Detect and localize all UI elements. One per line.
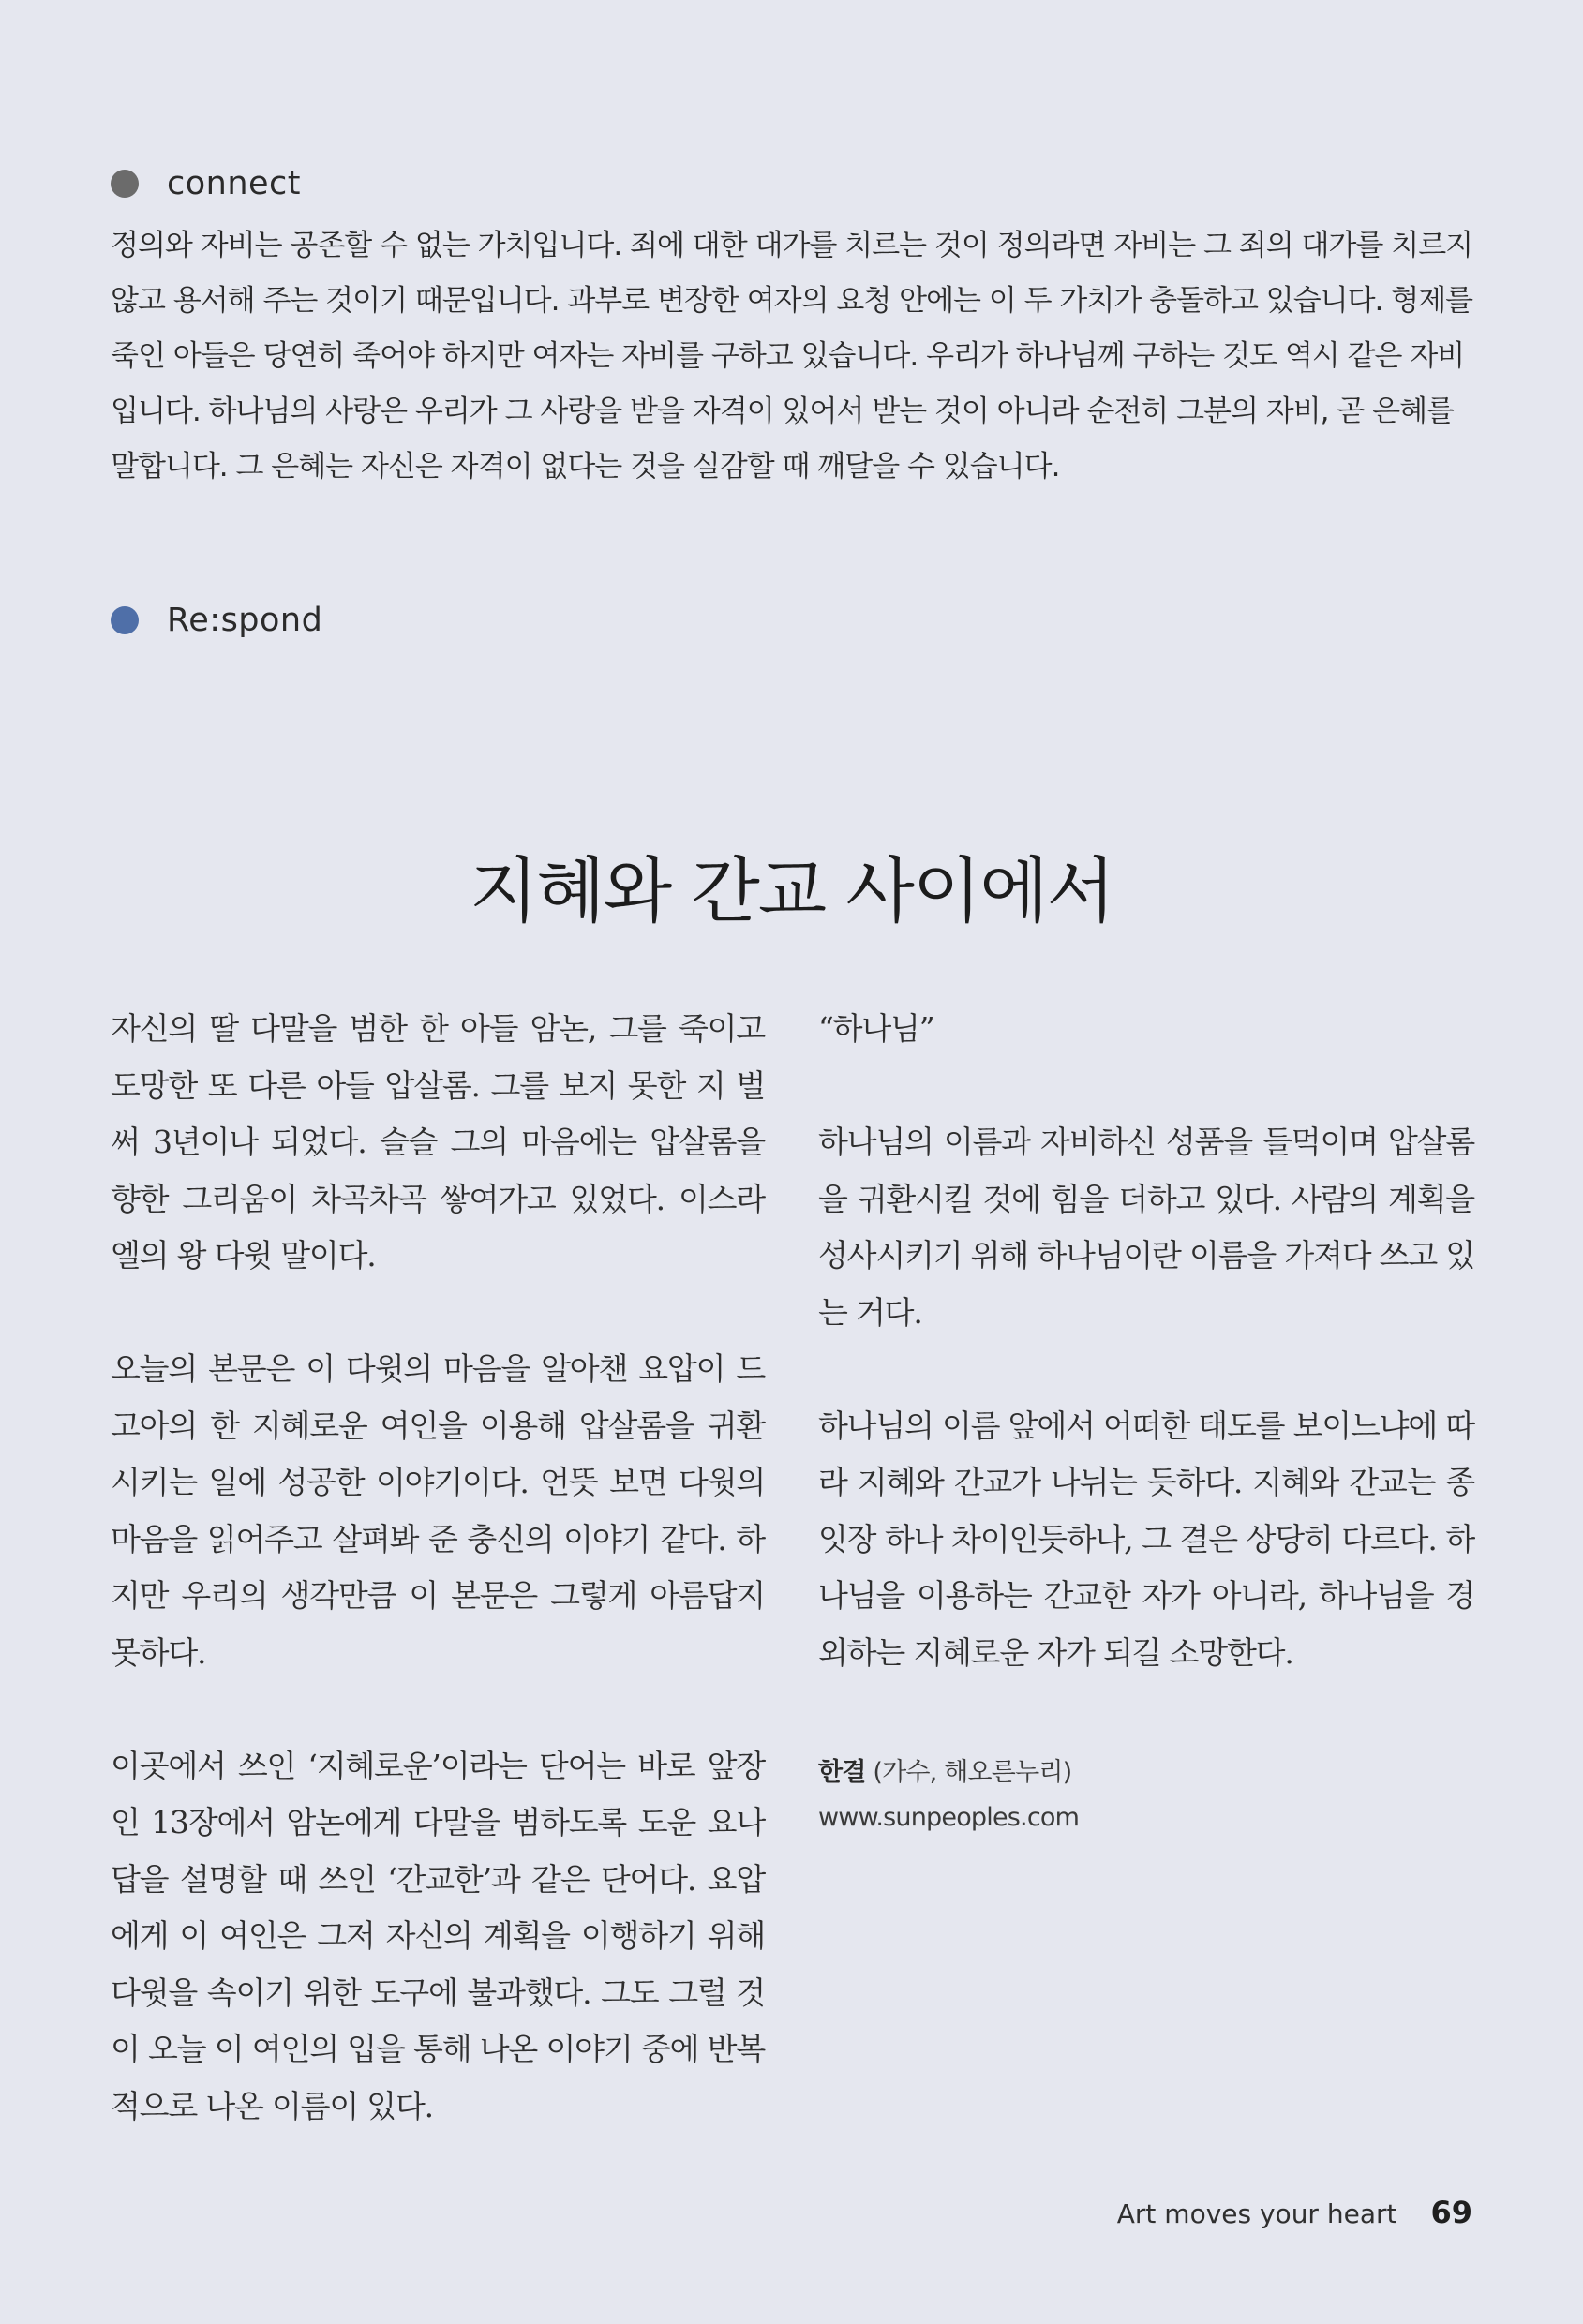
article-title: 지혜와 간교 사이에서 (469, 849, 1114, 932)
respond-section-header (111, 602, 322, 639)
article-paragraph: “하나님” (818, 1010, 934, 1047)
page-number: 69 (1430, 2195, 1472, 2230)
author-role: (가수, 해오른누리) (873, 1758, 1072, 1787)
article-left-column (111, 1001, 765, 2192)
author-line (818, 1750, 1079, 1795)
connect-body-text: 정의와 자비는 공존할 수 없는 가치입니다. 죄에 대한 대가를 치르는 것이 정의라면 자비는 그 죄의 대가를 치르지 않고 용서해 주는 것이기 때문입니다. 과부로 변장한 여자의 요청 안에는 이 두 가치가 충돌하고 있습니다. 형제를 죽인 아들은 당연히 죽어야 하지만 여자는 자비를 구하고 있습니다. 우리가 하나님께 구하는 것도 역시 같은 자비입니다. 하나님의 사랑은 우리가 그 사랑을 받을 자격이 있어서 받는 것이 아니라 순전히 그분의 자비, 곧 은혜를 말합니다. 그 은혜는 자신은 자격이 없다는 것을 실감할 때 깨달을 수 있습니다. (111, 229, 1473, 484)
connect-label: connect (167, 165, 302, 202)
article-paragraph: 이곳에서 쓰인 ‘지혜로운’이라는 단어는 바로 앞장인 13장에서 암논에게 다말을 범하도록 도운 요나답을 설명할 때 쓰인 ‘간교한’과 같은 단어다. 요압에게 이 여인은 그저 자신의 계획을 이행하기 위해 다윗을 속이기 위한 도구에 불과했다. 그도 그럴 것이 오늘 이 여인의 입을 통해 나온 이야기 중에 반복적으로 나온 이름이 있다. (111, 1747, 765, 2124)
author-credit (818, 1750, 1079, 1840)
author-url[interactable]: www.sunpeoples.com (818, 1803, 1080, 1832)
article-right-column (818, 1001, 1474, 1738)
page-footer (1117, 2195, 1472, 2230)
article-paragraph: 하나님의 이름과 자비하신 성품을 들먹이며 압살롬을 귀환시킬 것에 힘을 더하고 있다. 사람의 계획을 성사시키기 위해 하나님이란 이름을 가져다 쓰고 있는 거다. (818, 1124, 1474, 1331)
respond-bullet-icon (111, 606, 139, 634)
article-paragraph: 자신의 딸 다말을 범한 한 아들 암논, 그를 죽이고 도망한 또 다른 아들 압살롬. 그를 보지 못한 지 벌써 3년이나 되었다. 슬슬 그의 마음에는 압살롬을 향한 그리움이 차곡차곡 쌓여가고 있었다. 이스라엘의 왕 다윗 말이다. (111, 1010, 765, 1274)
respond-label: Re:spond (167, 602, 323, 639)
connect-bullet-icon (111, 170, 139, 198)
article-paragraph: 오늘의 본문은 이 다윗의 마음을 알아챈 요압이 드고아의 한 지혜로운 여인을 이용해 압살롬을 귀환시키는 일에 성공한 이야기이다. 언뜻 보면 다윗의 마음을 읽어주고 살펴봐 준 충신의 이야기 같다. 하지만 우리의 생각만큼 이 본문은 그렇게 아름답지 못하다. (111, 1350, 765, 1671)
footer-tagline: Art moves your heart (1116, 2198, 1397, 2229)
connect-section-header (111, 165, 301, 202)
author-name: 한결 (818, 1758, 866, 1787)
article-paragraph: 하나님의 이름 앞에서 어떠한 태도를 보이느냐에 따라 지혜와 간교가 나뉘는 듯하다. 지혜와 간교는 종잇장 하나 차이인듯하나, 그 결은 상당히 다르다. 하나님을 이용하는 간교한 자가 아니라, 하나님을 경외하는 지혜로운 자가 되길 소망한다. (818, 1407, 1474, 1671)
